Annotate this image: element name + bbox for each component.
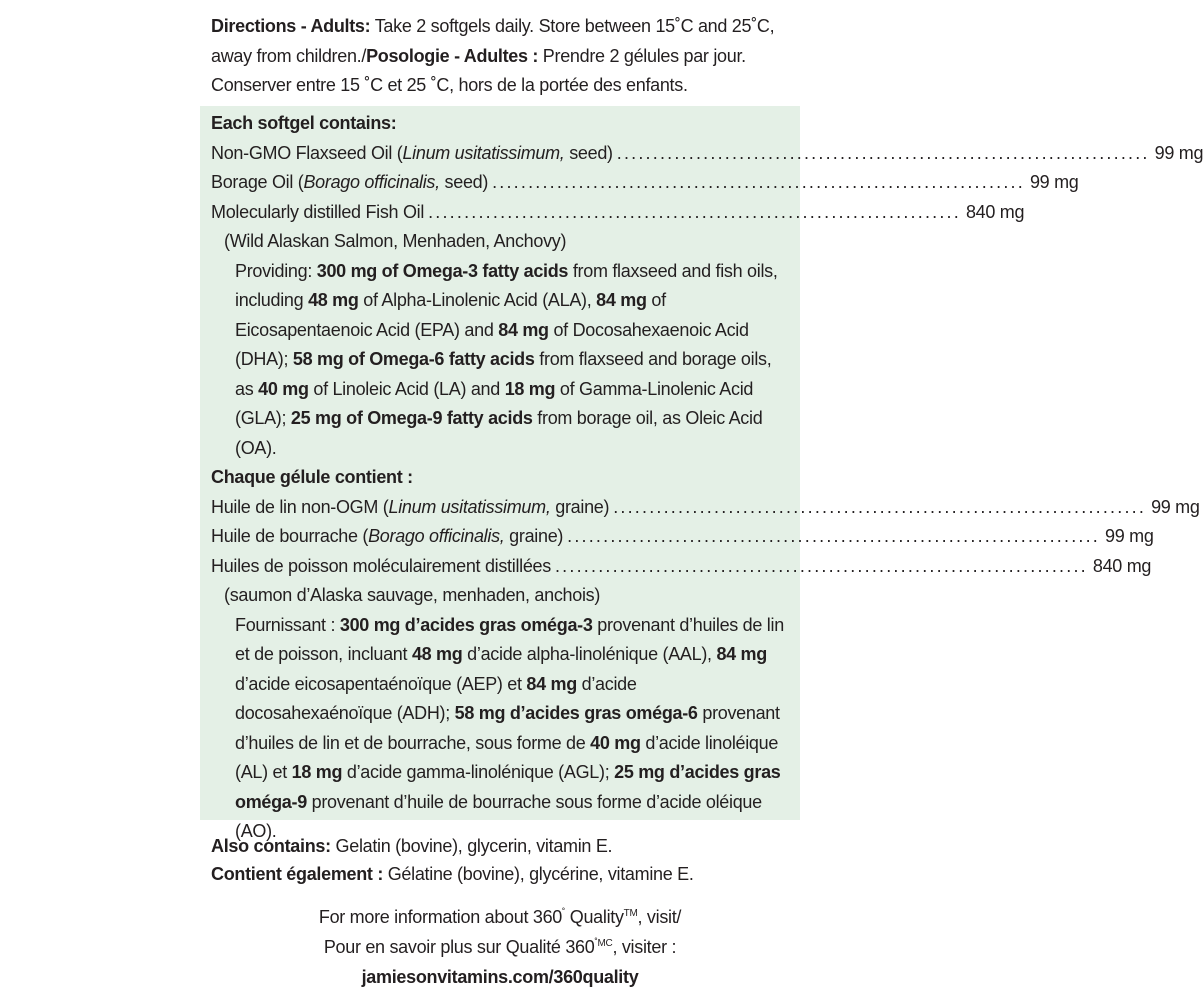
text-segment: d’acide linoléique (AL) et [235,732,779,782]
bold-amount: 84 mg [498,319,549,340]
directions-label-fr: Posologie - Adultes : [366,45,539,66]
text-segment: of Gamma-Linolenic Acid (GLA); [235,378,754,428]
text-segment: d’acide docosahexaénoïque (ADH); [235,673,637,723]
footer [200,902,800,992]
text-segment: provenant d’huile de bourrache sous forme d’acide oléique (AO). [235,791,762,841]
leader-dots: .......................................................................... [613,496,1147,517]
fish-sources: (Wild Alaskan Salmon, Menhaden, Anchovy) [224,231,567,251]
bold-amount: 48 mg [411,644,463,664]
text-segment: d’acide gamma-linolénique (AGL); [342,762,615,782]
directions-block [211,12,801,101]
ingredient-row [211,493,1200,523]
ingredient-row [211,552,1152,582]
text-segment: of Docosahexaenoic Acid (DHA); [235,319,749,369]
bold-amount: 300 mg d’acides gras oméga-3 [339,614,593,635]
ingredient-amount: 99 mg [1154,142,1203,163]
providing-text-en [211,257,789,464]
bold-amount: 18 mg [291,762,343,782]
text-segment: Fournissant : [235,614,340,635]
ingredient-name: Non-GMO Flaxseed Oil (Linum usitatissimum, seed) [211,142,613,163]
website-link[interactable]: jamiesonvitamins.com/360quality [361,967,639,987]
text-segment: from flaxseed and fish oils, including [235,260,778,310]
bold-amount: 300 mg of Omega-3 fatty acids [316,260,569,281]
providing-text-fr [211,611,789,847]
bold-amount: 48 mg [308,290,359,310]
text-segment: provenant d’huiles de lin et de poisson, incluant [235,614,784,664]
text-segment: of Eicosapentaenoic Acid (EPA) and [235,290,666,340]
ingredient-amount: 840 mg [1092,555,1152,576]
ingredient-row [211,168,1079,198]
text-segment: Providing: [235,260,317,281]
bold-amount: 18 mg [504,378,556,399]
bold-amount: 40 mg [258,378,309,399]
ingredient-row [211,522,1154,552]
ingredient-row [211,139,1203,169]
ingredient-amount: 840 mg [965,201,1025,222]
ingredients-content [211,109,1203,847]
leader-dots: .......................................................................... [554,555,1088,576]
directions-label-en: Directions - Adults: [211,16,371,36]
fish-sources-fr: (saumon d’Alaska sauvage, menhaden, anchois) [224,585,601,605]
ingredient-row [211,198,1025,228]
text-segment: d’acide eicosapentaénoïque (AEP) et [235,673,527,694]
ingredient-amount: 99 mg [1105,526,1154,546]
footer-line-fr: Pour en savoir plus sur Qualité $360^{˚MC}$, visiter : [323,937,677,957]
also-contains-en: Also contains: Gelatin (bovine), glycerin, vitamin E. [211,836,613,856]
ingredient-name: Huile de lin non-OGM (Linum usitatissimum, graine) [211,496,610,517]
english-heading: Each softgel contains: [211,113,397,133]
ingredient-amount: 99 mg [1029,172,1079,192]
leader-dots: .......................................................................... [428,201,961,222]
text-segment: provenant d’huiles de lin et de bourrache, sous forme de [235,703,780,753]
ingredient-name: Borage Oil (Borago officinalis, seed) [211,172,489,192]
french-heading: Chaque gélule contient : [211,467,413,487]
directions-text-en: Take 2 softgels daily. Store between 15˚C and 25˚C, away from children./ [211,16,775,66]
bold-amount: 84 mg [716,644,767,664]
bold-amount: 40 mg [590,732,641,753]
ingredient-name: Molecularly distilled Fish Oil [211,201,425,222]
bold-amount: 25 mg d’acides gras oméga-9 [235,762,781,812]
leader-dots: .......................................................................... [492,172,1025,192]
leader-dots: .......................................................................... [567,526,1100,546]
text-segment: of Linoleic Acid (LA) and [308,378,505,399]
text-segment: of Alpha-Linolenic Acid (ALA), [358,290,597,310]
bold-amount: 84 mg [596,290,647,310]
ingredient-name: Huile de bourrache (Borago officinalis, graine) [211,526,564,546]
bold-amount: 25 mg of Omega-9 fatty acids [290,408,533,428]
ingredient-amount: 99 mg [1151,496,1200,517]
text-segment: d’acide alpha-linolénique (AAL), [462,644,717,664]
text-segment: from borage oil, as Oleic Acid (OA). [235,408,763,458]
directions-text-fr: Prendre 2 gélules par jour. Conserver entre 15 ˚C et 25 ˚C, hors de la portée des enfants. [211,45,746,95]
also-contains-fr: Contient également : Gélatine (bovine), glycérine, vitamine E. [211,864,694,884]
ingredient-name: Huiles de poisson moléculairement distillées [211,555,551,576]
footer-line-en: For more information about 360˚ Quality™, visit/ [318,907,682,927]
leader-dots: .......................................................................... [616,142,1150,163]
text-segment: from flaxseed and borage oils, as [235,349,772,399]
also-contains-block [211,832,801,888]
bold-amount: 58 mg of Omega-6 fatty acids [292,349,535,369]
bold-amount: 84 mg [526,673,577,694]
bold-amount: 58 mg d’acides gras oméga-6 [454,703,698,723]
